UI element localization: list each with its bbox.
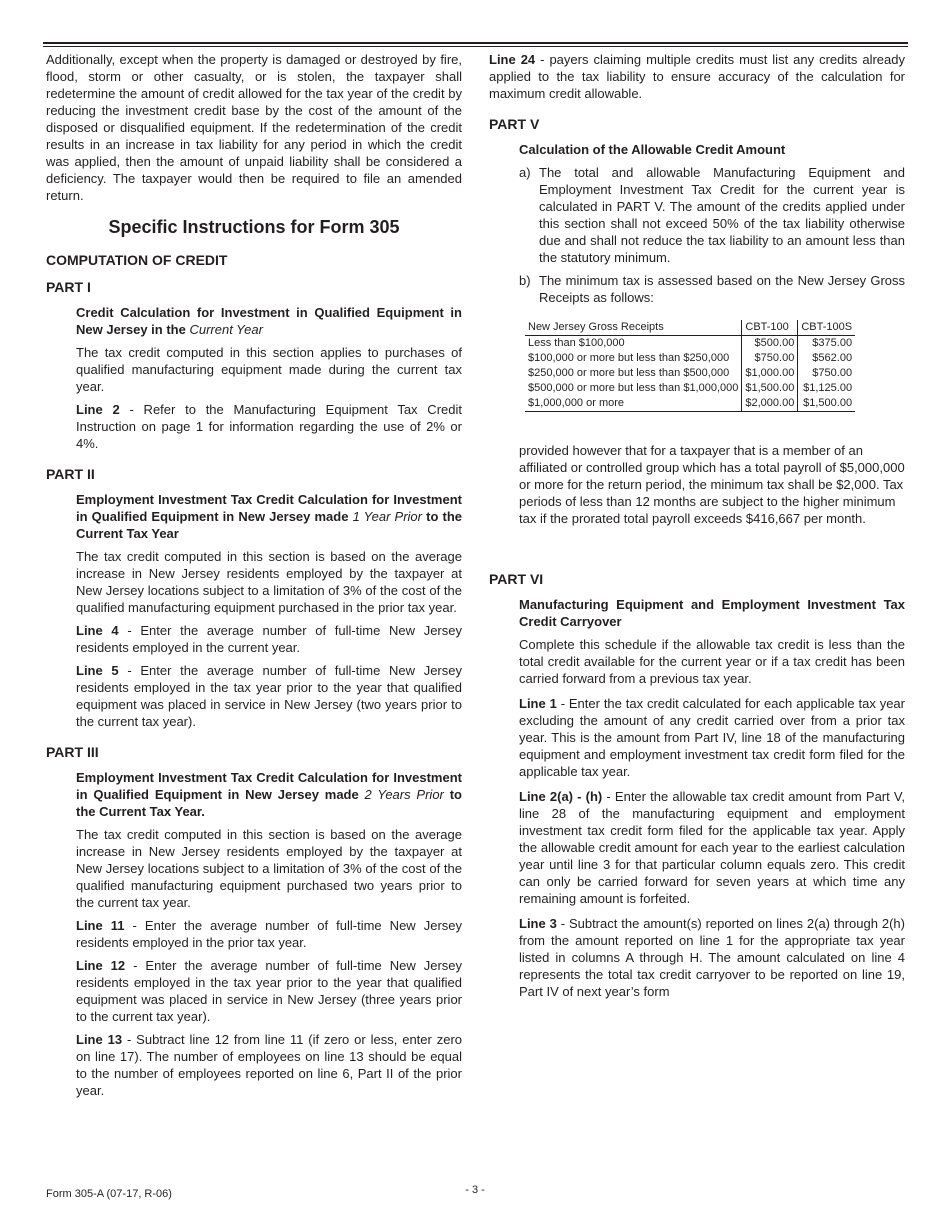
table-header: CBT-100 <box>742 320 798 336</box>
table-cell: $1,125.00 <box>798 381 855 396</box>
top-rule-thin <box>43 46 908 47</box>
table-cell: $1,000,000 or more <box>525 396 742 412</box>
part5-item-b: b) The minimum tax is assessed based on the New Jersey Gross Receipts as follows: <box>519 273 905 305</box>
line24-paragraph: Line 24 - payers claiming multiple credits must list any credits already applied to the tax liability to ensure accuracy of the calculation for maximum credit allowable. <box>489 52 906 101</box>
part5-subheading: Calculation of the Allowable Credit Amount <box>519 142 786 157</box>
table-header: New Jersey Gross Receipts <box>525 320 742 336</box>
table-cell: $375.00 <box>798 336 855 352</box>
part6-subheading: Manufacturing Equipment and Employment Investment Tax Credit Carryover <box>519 597 905 629</box>
table-row <box>525 381 855 396</box>
part2-line5: Line 5 - Enter the average number of full-time New Jersey residents employed in the tax year prior to the year that qualified equipment was placed in service in New Jersey (two years prior to the current tax year). <box>76 663 462 729</box>
form-identifier: Form 305-A (07-17, R-06) <box>46 1188 172 1200</box>
part6-heading: PART VI <box>489 571 544 587</box>
right-column <box>489 51 905 1000</box>
table-header: CBT-100S <box>798 320 855 336</box>
left-column <box>46 51 462 1099</box>
part2-paragraph: The tax credit computed in this section is based on the average increase in New Jersey residents employed by the taxpayer at New Jersey locations subject to a limitation of 3% of the cost of the qualified manufacturing equipment purchased in the prior tax year. <box>76 549 462 615</box>
table-row <box>525 336 855 352</box>
part3-line12: Line 12 - Enter the average number of full-time New Jersey residents employed in the tax year prior to the year that qualified equipment was placed in service in New Jersey (three years prior to the current tax year). <box>76 958 462 1024</box>
part5-item-a: a) The total and allowable Manufacturing Equipment and Employment Investment Tax Credit for the current year is calculated in PART V. The amount of the credits applied under this section shall not exceed 50% of the tax liability otherwise due and shall not reduce the tax liability to an amount less than the statutory minimum. <box>519 165 905 265</box>
part3-subheading: Employment Investment Tax Credit Calculation for Investment in Qualified Equipment in New Jersey made 2 Years Prior to the Current Tax Year. <box>76 770 462 819</box>
table-cell: $750.00 <box>798 366 855 381</box>
part2-subheading: Employment Investment Tax Credit Calculation for Investment in Qualified Equipment in New Jersey made 1 Year Prior to the Current Tax Year <box>76 492 462 541</box>
intro-paragraph: Additionally, except when the property is damaged or destroyed by fire, flood, storm or other casualty, or is stolen, the taxpayer shall redetermine the amount of credit allowed for the tax year of the credit by reducing the investment credit base by the cost of the amount of the disposed or disqualified equipment. If the redetermination of the credit results in an increase in tax liability for any period in which the credit was applied, then the amount of unpaid liability shall be considered a deficiency. The taxpayer would then be required to file an amended return. <box>46 52 462 203</box>
table-cell: $500.00 <box>742 336 798 352</box>
part3-paragraph: The tax credit computed in this section is based on the average increase in New Jersey residents employed by the taxpayer at New Jersey locations subject to a limitation of 3% of the cost of the qualified manufacturing equipment purchased two years prior to the current tax year. <box>76 827 462 910</box>
table-row <box>525 366 855 381</box>
part2-heading: PART II <box>46 466 95 482</box>
part6-line2: Line 2(a) - (h) - Enter the allowable tax credit amount from Part V, line 28 of the manufacturing equipment and employment investment tax credit form filed for the applicable tax year. Apply the allowable credit amount for each year to the earliest calculation year until line 3 for that particular column equals zero. This credit can only be carried forward for seven years at which time any remaining amount is forfeited. <box>519 789 905 906</box>
page-title: Specific Instructions for Form 305 <box>108 217 400 237</box>
table-cell: $1,000.00 <box>742 366 798 381</box>
table-cell: $2,000.00 <box>742 396 798 412</box>
table-cell: $1,500.00 <box>798 396 855 412</box>
part6-paragraph: Complete this schedule if the allowable tax credit is less than the total credit available for the current year or if a tax credit has been carried forward from a previous tax year. <box>519 637 905 686</box>
table-cell: $750.00 <box>742 351 798 366</box>
part1-line2: Line 2 - Refer to the Manufacturing Equipment Tax Credit Instruction on page 1 for information regarding the use of 2% or 4%. <box>76 402 462 451</box>
table-cell: $1,500.00 <box>742 381 798 396</box>
gross-receipts-table <box>525 320 855 412</box>
part6-line3: Line 3 - Subtract the amount(s) reported on lines 2(a) through 2(h) from the amount reported on line 1 for the appropriate tax year listed in columns A through H. The amount calculated on line 4 represents the total tax credit carryover to be reported on line 19, Part IV of next year’s form <box>519 916 905 999</box>
part3-heading: PART III <box>46 744 99 760</box>
part5-heading: PART V <box>489 116 540 132</box>
part3-line13: Line 13 - Subtract line 12 from line 11 (if zero or less, enter zero on line 17). The number of employees on line 13 should be equal to the number of employees reported on line 6, Part II of the prior year. <box>76 1032 463 1098</box>
provided-paragraph: provided however that for a taxpayer that is a member of an affiliated or controlled group which has a total payroll of $5,000,000 or more for the return period, the minimum tax shall be $2,000. Tax periods of less than 12 months are subject to the higher minimum tax if the prorated total payroll exceeds $416,667 per month. <box>519 443 905 526</box>
part2-line4: Line 4 - Enter the average number of full-time New Jersey residents employed in the current year. <box>76 623 462 655</box>
table-row <box>525 396 855 412</box>
part6-line1: Line 1 - Enter the tax credit calculated for each applicable tax year excluding the amount of any credit carried over from a prior tax year. This is the amount from Part IV, line 18 of the manufacturing equipment and employment investment tax credit form filed for the applicable tax year. <box>519 696 905 779</box>
table-row <box>525 351 855 366</box>
table-cell: $250,000 or more but less than $500,000 <box>528 367 730 379</box>
table-header-row <box>525 320 855 336</box>
table-cell: $100,000 or more but less than $250,000 <box>528 352 730 364</box>
table-cell: $500,000 or more but less than $1,000,000 <box>528 382 739 394</box>
part1-paragraph: The tax credit computed in this section applies to purchases of qualified manufacturing equipment made during the current tax year. <box>76 345 462 394</box>
table-cell: Less than $100,000 <box>528 337 625 349</box>
part1-subheading: Credit Calculation for Investment in Qualified Equipment in New Jersey in the Current Year <box>76 305 462 337</box>
page-number: - 3 - <box>465 1184 485 1196</box>
part3-line11: Line 11 - Enter the average number of full-time New Jersey residents employed in the prior tax year. <box>76 918 463 950</box>
top-rule <box>43 42 908 44</box>
table-cell: $562.00 <box>798 351 855 366</box>
computation-heading: COMPUTATION OF CREDIT <box>46 252 228 268</box>
part1-heading: PART I <box>46 279 91 295</box>
